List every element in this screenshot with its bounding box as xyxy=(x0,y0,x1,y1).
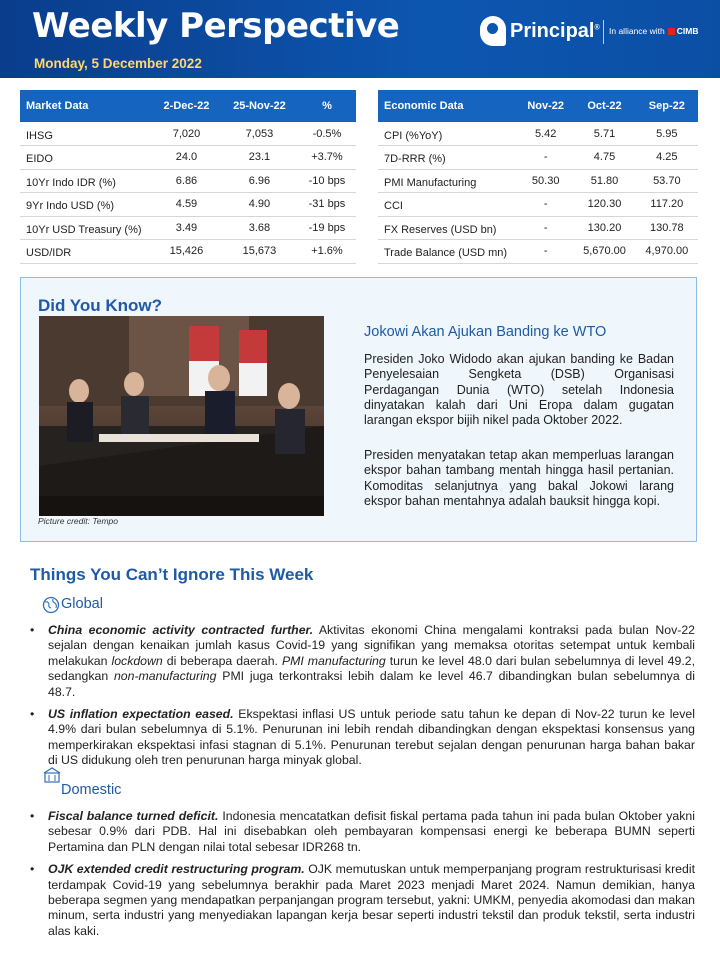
table-cell: - xyxy=(518,146,573,170)
table-cell: 4,970.00 xyxy=(636,240,698,264)
partner-name: CIMB xyxy=(676,26,699,36)
news-item xyxy=(30,862,695,939)
table-cell: 51.80 xyxy=(573,169,635,193)
column-header: Market Data xyxy=(20,90,152,122)
news-text: OJK memutuskan untuk memperpanjang program restrukturisasi kredit terdampak Covid-19 yang sebelumnya berakhir pada Maret 2023 menjadi Maret 2024. Namun demikian, hanya beberapa segmen yang mendapatkan perpanjangan program tersebut, yakni: UMKM, penyedia akomodasi dan makan minum, serta industri yang menyediakan lapangan kerja besar seperti industri tekstil dan produk tekstil, serta industri alas kaki. xyxy=(48,862,696,938)
report-date: Monday, 5 December 2022 xyxy=(34,56,202,71)
row-label: 9Yr Indo USD (%) xyxy=(20,193,152,217)
domestic-heading: Domestic xyxy=(61,782,122,798)
row-label: 10Yr Indo IDR (%) xyxy=(20,169,152,193)
globe-icon xyxy=(42,596,60,614)
did-you-know-box xyxy=(20,277,697,542)
domestic-news-list xyxy=(30,809,695,946)
table-cell: 6.86 xyxy=(152,169,221,193)
row-label: PMI Manufacturing xyxy=(378,169,518,193)
table-cell: +1.6% xyxy=(298,240,356,264)
news-headline: Jokowi Akan Ajukan Banding ke WTO xyxy=(364,324,607,340)
table-cell: 4.59 xyxy=(152,193,221,217)
table-cell: - xyxy=(518,193,573,217)
news-photo xyxy=(39,316,324,516)
table-cell: 130.78 xyxy=(636,216,698,240)
table-cell: 50.30 xyxy=(518,169,573,193)
meeting-photo-illustration xyxy=(39,316,324,516)
did-you-know-title: Did You Know? xyxy=(38,296,163,315)
table-row xyxy=(20,240,356,264)
row-label: IHSG xyxy=(20,122,152,146)
column-header: % xyxy=(298,90,356,122)
row-label: Trade Balance (USD mn) xyxy=(378,240,518,264)
page-title: Weekly Perspective xyxy=(32,6,400,46)
table-cell: 5.71 xyxy=(573,122,635,146)
table-cell: 3.68 xyxy=(221,216,298,240)
news-paragraph: Presiden Joko Widodo akan ajukan banding ke Badan Penyelesaian Sengketa (DSB) Organisasi Perdagangan Dunia (WTO) setelah Indonesia dinyatakan kalah dari Uni Eropa dalam gugatan larangan ekspor bijih nikel pada Oktober 2022. xyxy=(364,352,674,428)
logo-divider xyxy=(603,20,604,44)
header-banner xyxy=(0,0,720,78)
table-row xyxy=(378,169,698,193)
photo-credit: Picture credit: Tempo xyxy=(38,516,118,526)
market-data-table xyxy=(20,90,356,264)
table-cell: 120.30 xyxy=(573,193,635,217)
brand-name: Principal® xyxy=(510,20,600,42)
table-cell: 6.96 xyxy=(221,169,298,193)
news-paragraph: Presiden menyatakan tetap akan memperluas larangan ekspor bahan tambang mentah hingga hasil pertanian. Komoditas selanjutnya yang bakal Jokowi larang ekspor bahan mentahnya adalah bauksit hingga kopi. xyxy=(364,448,674,508)
news-lead: OJK extended credit restructuring program. xyxy=(48,862,305,877)
table-cell: 15,673 xyxy=(221,240,298,264)
news-text: Indonesia mencatatkan defisit fiskal pertama pada tahun ini pada bulan Oktober yakni sebesar 0.9% dari PDB. Hal ini disebabkan oleh pembayaran kompensasi energi ke beberapa BUMN seperti Pertamina dan PLN dengan nilai total sebesar IDR268 tn. xyxy=(48,809,695,854)
table-row xyxy=(378,122,698,146)
table-row xyxy=(20,216,356,240)
row-label: USD/IDR xyxy=(20,240,152,264)
table-cell: 130.20 xyxy=(573,216,635,240)
bullet-icon: • xyxy=(30,707,35,722)
table-cell: -19 bps xyxy=(298,216,356,240)
table-row xyxy=(20,169,356,193)
news-text: PMI juga terkontraksi lebih dalam ke level 46.7 dibandingkan bulan sebelumnya di 48.7. xyxy=(48,669,695,699)
table-cell: 4.90 xyxy=(221,193,298,217)
table-cell: 4.25 xyxy=(636,146,698,170)
cimb-logo-icon xyxy=(668,28,675,35)
news-text: Ekspektasi inflasi US untuk periode satu tahun ke depan di Nov-22 turun ke level 4.9% dari bulan sebelumnya di 5.1%. Penurunan ini lebih rendah dibandingkan dengan ekspektasi konsensus yang memperkirakan ekspektasi infasi stagnan di 5.1%. Penurunan terebut sejalan dengan penurunan harga bahan bakar di US didukung oleh tren penurunan harga minyak global. xyxy=(48,707,695,768)
table-cell: 117.20 xyxy=(636,193,698,217)
principal-logo xyxy=(480,16,710,50)
table-cell: +3.7% xyxy=(298,146,356,170)
column-header: Economic Data xyxy=(378,90,518,122)
table-cell: 7,053 xyxy=(221,122,298,146)
table-cell: 3.49 xyxy=(152,216,221,240)
news-lead: Fiscal balance turned deficit. xyxy=(48,809,219,823)
column-header: Oct-22 xyxy=(573,90,635,122)
table-cell: -10 bps xyxy=(298,169,356,193)
table-cell: - xyxy=(518,240,573,264)
bullet-icon: • xyxy=(30,809,35,823)
section-title: Things You Can’t Ignore This Week xyxy=(30,565,314,584)
news-text: non-manufacturing xyxy=(113,669,217,684)
table-cell: 23.1 xyxy=(221,146,298,170)
row-label: EIDO xyxy=(20,146,152,170)
bullet-icon: • xyxy=(30,862,35,877)
table-cell: 24.0 xyxy=(152,146,221,170)
news-text: PMI manufacturing xyxy=(281,653,386,668)
column-header: 25-Nov-22 xyxy=(221,90,298,122)
news-lead: US inflation expectation eased. xyxy=(48,707,234,722)
table-row xyxy=(378,193,698,217)
table-cell: 53.70 xyxy=(636,169,698,193)
row-label: 10Yr USD Treasury (%) xyxy=(20,216,152,240)
table-cell: 7,020 xyxy=(152,122,221,146)
column-header: Nov-22 xyxy=(518,90,573,122)
global-heading: Global xyxy=(61,596,103,612)
alliance-text: In alliance with CIMB xyxy=(609,26,699,36)
table-header-row xyxy=(378,90,698,122)
row-label: CPI (%YoY) xyxy=(378,122,518,146)
table-header-row xyxy=(20,90,356,122)
table-row xyxy=(378,216,698,240)
news-text: lockdown xyxy=(111,653,163,668)
row-label: FX Reserves (USD bn) xyxy=(378,216,518,240)
bullet-icon: • xyxy=(30,623,35,637)
news-lead: China economic activity contracted further. xyxy=(48,623,314,637)
table-cell: 4.75 xyxy=(573,146,635,170)
news-item xyxy=(30,623,695,700)
row-label: CCI xyxy=(378,193,518,217)
table-cell: 15,426 xyxy=(152,240,221,264)
news-text: di beberapa daerah. xyxy=(162,653,282,668)
table-row xyxy=(378,240,698,264)
global-news-list xyxy=(30,623,695,776)
table-row xyxy=(20,193,356,217)
table-cell: - xyxy=(518,216,573,240)
table-row xyxy=(20,146,356,170)
table-cell: 5.95 xyxy=(636,122,698,146)
news-item xyxy=(30,707,695,769)
principal-logo-icon xyxy=(480,16,506,46)
table-cell: 5,670.00 xyxy=(573,240,635,264)
row-label: 7D-RRR (%) xyxy=(378,146,518,170)
column-header: 2-Dec-22 xyxy=(152,90,221,122)
economic-data-table xyxy=(378,90,698,264)
table-cell: -31 bps xyxy=(298,193,356,217)
building-icon xyxy=(42,767,62,783)
news-text: Aktivitas ekonomi China mengalami kontraksi pada bulan Nov-22 sejalan dengan kenaikan jumlah kasus Covid-19 yang signifikan yang memaksa otoritas setempat untuk kembali melakukan xyxy=(48,623,695,668)
column-header: Sep-22 xyxy=(636,90,698,122)
table-row xyxy=(378,146,698,170)
table-row xyxy=(20,122,356,146)
news-item xyxy=(30,809,695,855)
table-cell: -0.5% xyxy=(298,122,356,146)
table-cell: 5.42 xyxy=(518,122,573,146)
news-text: turun ke level 48.0 dari bulan sebelumnya di level 49.2, sedangkan xyxy=(48,653,695,684)
